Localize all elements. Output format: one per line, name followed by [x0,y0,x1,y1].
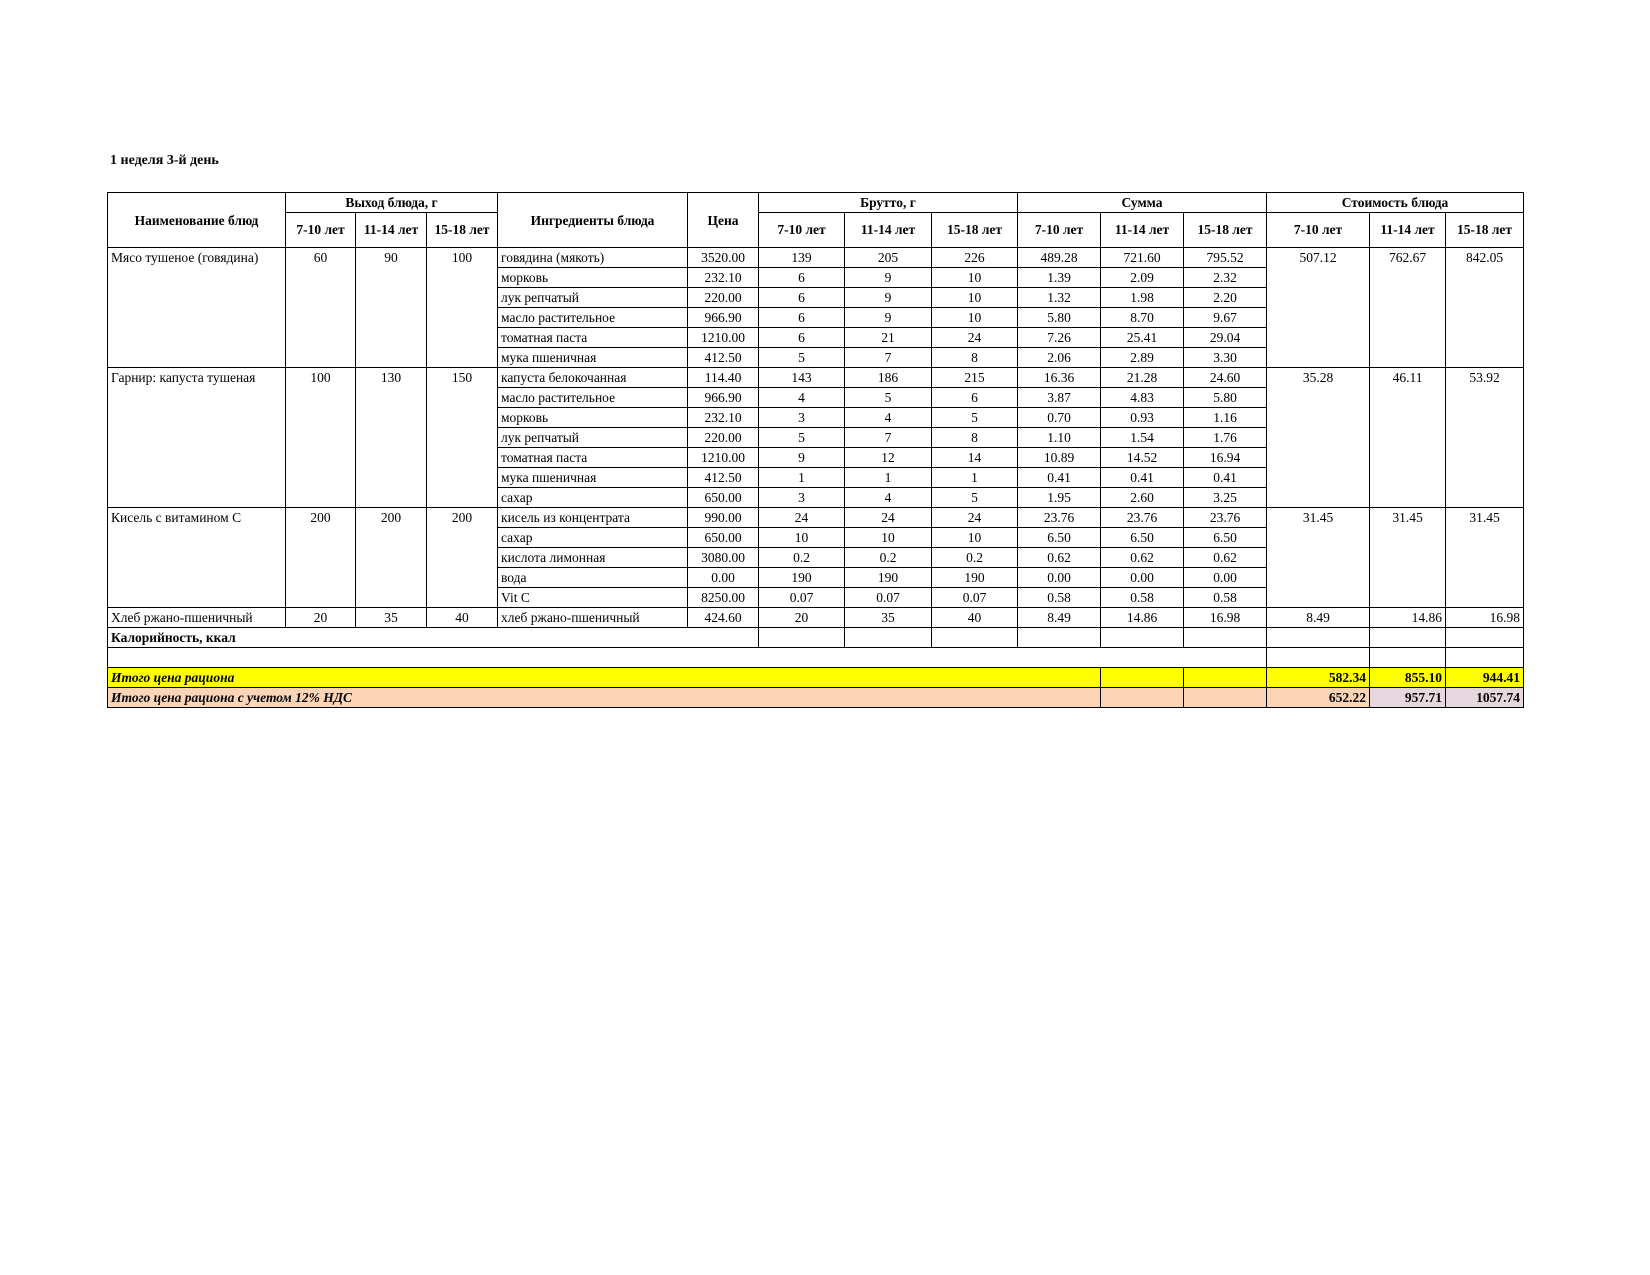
ingredient-gross: 190 [759,568,845,588]
ingredient-name: кисель из концентрата [498,508,688,528]
ingredient-name: сахар [498,488,688,508]
calories-cell [1370,628,1446,648]
calories-cell [1184,628,1267,648]
ingredient-gross: 9 [759,448,845,468]
ingredient-name: капуста белокочанная [498,368,688,388]
dish-yield: 150 [427,368,498,508]
dish-yield: 100 [427,248,498,368]
ingredient-name: масло растительное [498,308,688,328]
ingredient-sum: 9.67 [1184,308,1267,328]
header-price: Цена [688,193,759,248]
dish-yield: 100 [286,368,356,508]
dish-cost: 46.11 [1370,368,1446,508]
ingredient-gross: 9 [845,308,932,328]
ingredient-sum: 16.36 [1018,368,1101,388]
ingredient-price: 1210.00 [688,448,759,468]
ingredient-sum: 1.54 [1101,428,1184,448]
ingredient-name: Vit C [498,588,688,608]
ingredient-price: 220.00 [688,428,759,448]
ingredient-sum: 14.52 [1101,448,1184,468]
ingredient-price: 220.00 [688,288,759,308]
ingredient-sum: 0.62 [1184,548,1267,568]
ingredient-sum: 6.50 [1101,528,1184,548]
total-row [108,668,1524,688]
ingredient-sum: 2.09 [1101,268,1184,288]
ingredient-sum: 0.00 [1018,568,1101,588]
ingredient-price: 114.40 [688,368,759,388]
ingredient-name: лук репчатый [498,288,688,308]
header-gross-age-1: 11-14 лет [845,213,932,248]
dish-cost: 842.05 [1446,248,1524,368]
calories-cell [845,628,932,648]
total-vat-row-value: 652.22 [1267,688,1370,708]
total-row-value: 582.34 [1267,668,1370,688]
ingredient-gross: 0.2 [845,548,932,568]
ingredient-gross: 0.2 [759,548,845,568]
dish-cost: 762.67 [1370,248,1446,368]
ingredient-sum: 2.89 [1101,348,1184,368]
ingredient-gross: 6 [759,328,845,348]
ingredient-sum: 1.10 [1018,428,1101,448]
header-cost: Стоимость блюда [1267,193,1524,213]
ingredient-sum: 8.70 [1101,308,1184,328]
dish-cost: 31.45 [1446,508,1524,608]
ingredient-sum: 16.94 [1184,448,1267,468]
ingredient-gross: 10 [759,528,845,548]
ingredient-sum: 1.98 [1101,288,1184,308]
ingredient-name: мука пшеничная [498,348,688,368]
ingredient-sum: 0.41 [1101,468,1184,488]
menu-table [107,192,1524,708]
dish-name: Мясо тушеное (говядина) [108,248,286,368]
ingredient-gross: 7 [845,428,932,448]
ingredient-gross: 6 [759,288,845,308]
ingredient-gross: 14 [932,448,1018,468]
ingredient-price: 3080.00 [688,548,759,568]
ingredient-gross: 12 [845,448,932,468]
ingredient-gross: 5 [759,428,845,448]
ingredient-gross: 0.07 [932,588,1018,608]
ingredient-gross: 0.07 [759,588,845,608]
ingredient-gross: 5 [759,348,845,368]
ingredient-name: масло растительное [498,388,688,408]
dish-cost: 53.92 [1446,368,1524,508]
ingredient-gross: 190 [845,568,932,588]
ingredient-sum: 1.95 [1018,488,1101,508]
ingredient-sum: 4.83 [1101,388,1184,408]
ingredient-name: кислота лимонная [498,548,688,568]
ingredient-sum: 0.00 [1101,568,1184,588]
header-sum-age-0: 7-10 лет [1018,213,1101,248]
header-cost-age-1: 11-14 лет [1370,213,1446,248]
ingredient-gross: 190 [932,568,1018,588]
ingredient-name: говядина (мякоть) [498,248,688,268]
ingredient-sum: 24.60 [1184,368,1267,388]
ingredient-sum: 14.86 [1101,608,1184,628]
empty-cell [1267,648,1370,668]
dish-yield: 200 [427,508,498,608]
total-row-value: 944.41 [1446,668,1524,688]
ingredient-sum: 489.28 [1018,248,1101,268]
dish-yield: 20 [286,608,356,628]
header-yield-age-1: 11-14 лет [356,213,427,248]
ingredient-sum: 5.80 [1184,388,1267,408]
ingredient-gross: 24 [932,508,1018,528]
dish-cost: 8.49 [1267,608,1370,628]
total-row-value: 855.10 [1370,668,1446,688]
dish-yield: 200 [286,508,356,608]
header-sum: Сумма [1018,193,1267,213]
table-row [108,368,1524,388]
header-ingredients: Ингредиенты блюда [498,193,688,248]
ingredient-gross: 9 [845,268,932,288]
table-row [108,608,1524,628]
total-vat-row-blank [1101,688,1184,708]
empty-cell [1370,648,1446,668]
ingredient-gross: 10 [932,528,1018,548]
ingredient-sum: 0.58 [1018,588,1101,608]
ingredient-gross: 24 [845,508,932,528]
ingredient-sum: 0.93 [1101,408,1184,428]
ingredient-sum: 23.76 [1101,508,1184,528]
ingredient-name: вода [498,568,688,588]
dish-cost: 507.12 [1267,248,1370,368]
ingredient-price: 8250.00 [688,588,759,608]
header-sum-age-1: 11-14 лет [1101,213,1184,248]
dish-yield: 40 [427,608,498,628]
ingredient-gross: 1 [932,468,1018,488]
ingredient-sum: 2.32 [1184,268,1267,288]
calories-cell [759,628,845,648]
ingredient-gross: 35 [845,608,932,628]
ingredient-gross: 0.2 [932,548,1018,568]
ingredient-gross: 8 [932,428,1018,448]
ingredient-gross: 10 [932,268,1018,288]
ingredient-gross: 9 [845,288,932,308]
ingredient-gross: 10 [845,528,932,548]
ingredient-gross: 6 [759,308,845,328]
header-dish-name: Наименование блюд [108,193,286,248]
ingredient-price: 966.90 [688,308,759,328]
header-gross: Брутто, г [759,193,1018,213]
ingredient-sum: 1.32 [1018,288,1101,308]
ingredient-gross: 4 [845,408,932,428]
dish-yield: 35 [356,608,427,628]
ingredient-gross: 143 [759,368,845,388]
header-cost-age-0: 7-10 лет [1267,213,1370,248]
ingredient-sum: 2.60 [1101,488,1184,508]
total-vat-row-blank [1184,688,1267,708]
ingredient-sum: 0.62 [1018,548,1101,568]
header-gross-age-2: 15-18 лет [932,213,1018,248]
total-vat-row-value: 1057.74 [1446,688,1524,708]
ingredient-gross: 0.07 [845,588,932,608]
ingredient-gross: 205 [845,248,932,268]
ingredient-gross: 215 [932,368,1018,388]
header-yield-age-0: 7-10 лет [286,213,356,248]
total-row-blank [1101,668,1184,688]
ingredient-gross: 5 [932,488,1018,508]
calories-cell [1267,628,1370,648]
ingredient-name: мука пшеничная [498,468,688,488]
ingredient-gross: 24 [759,508,845,528]
ingredient-price: 0.00 [688,568,759,588]
table-row [108,248,1524,268]
header-yield-age-2: 15-18 лет [427,213,498,248]
calories-label: Калорийность, ккал [108,628,759,648]
ingredient-sum: 25.41 [1101,328,1184,348]
ingredient-gross: 21 [845,328,932,348]
ingredient-name: морковь [498,268,688,288]
ingredient-price: 232.10 [688,268,759,288]
ingredient-sum: 6.50 [1018,528,1101,548]
ingredient-price: 412.50 [688,348,759,368]
ingredient-sum: 2.06 [1018,348,1101,368]
ingredient-sum: 23.76 [1184,508,1267,528]
ingredient-gross: 3 [759,488,845,508]
empty-cell [108,648,1267,668]
ingredient-name: томатная паста [498,328,688,348]
ingredient-sum: 1.76 [1184,428,1267,448]
ingredient-sum: 29.04 [1184,328,1267,348]
ingredient-sum: 0.58 [1184,588,1267,608]
ingredient-price: 650.00 [688,488,759,508]
calories-cell [932,628,1018,648]
dish-cost: 35.28 [1267,368,1370,508]
ingredient-price: 650.00 [688,528,759,548]
ingredient-gross: 5 [932,408,1018,428]
calories-row [108,628,1524,648]
calories-cell [1446,628,1524,648]
total-vat-row-label: Итого цена рациона с учетом 12% НДС [108,688,1101,708]
ingredient-sum: 8.49 [1018,608,1101,628]
ingredient-gross: 1 [845,468,932,488]
calories-cell [1018,628,1101,648]
dish-yield: 200 [356,508,427,608]
dish-yield: 130 [356,368,427,508]
dish-name: Кисель с витамином С [108,508,286,608]
ingredient-sum: 1.39 [1018,268,1101,288]
ingredient-gross: 8 [932,348,1018,368]
ingredient-gross: 6 [759,268,845,288]
ingredient-gross: 186 [845,368,932,388]
ingredient-price: 412.50 [688,468,759,488]
ingredient-sum: 0.62 [1101,548,1184,568]
dish-name: Гарнир: капуста тушеная [108,368,286,508]
ingredient-sum: 0.41 [1184,468,1267,488]
ingredient-gross: 10 [932,308,1018,328]
header-sum-age-2: 15-18 лет [1184,213,1267,248]
ingredient-gross: 20 [759,608,845,628]
ingredient-price: 3520.00 [688,248,759,268]
ingredient-sum: 21.28 [1101,368,1184,388]
table-row [108,508,1524,528]
ingredient-name: томатная паста [498,448,688,468]
ingredient-name: лук репчатый [498,428,688,448]
ingredient-sum: 3.87 [1018,388,1101,408]
ingredient-price: 1210.00 [688,328,759,348]
ingredient-sum: 795.52 [1184,248,1267,268]
header-gross-age-0: 7-10 лет [759,213,845,248]
total-row-label: Итого цена рациона [108,668,1101,688]
ingredient-gross: 226 [932,248,1018,268]
ingredient-gross: 24 [932,328,1018,348]
ingredient-gross: 5 [845,388,932,408]
dish-cost: 31.45 [1370,508,1446,608]
ingredient-gross: 7 [845,348,932,368]
ingredient-price: 424.60 [688,608,759,628]
ingredient-gross: 10 [932,288,1018,308]
total-vat-row [108,688,1524,708]
ingredient-sum: 3.25 [1184,488,1267,508]
ingredient-sum: 721.60 [1101,248,1184,268]
ingredient-sum: 0.00 [1184,568,1267,588]
empty-cell [1446,648,1524,668]
calories-cell [1101,628,1184,648]
ingredient-name: морковь [498,408,688,428]
dish-yield: 90 [356,248,427,368]
ingredient-sum: 0.70 [1018,408,1101,428]
ingredient-sum: 1.16 [1184,408,1267,428]
header-yield: Выход блюда, г [286,193,498,213]
ingredient-gross: 1 [759,468,845,488]
ingredient-sum: 10.89 [1018,448,1101,468]
ingredient-gross: 4 [759,388,845,408]
ingredient-sum: 16.98 [1184,608,1267,628]
ingredient-price: 990.00 [688,508,759,528]
empty-row [108,648,1524,668]
ingredient-sum: 23.76 [1018,508,1101,528]
total-vat-row-value: 957.71 [1370,688,1446,708]
dish-name: Хлеб ржано-пшеничный [108,608,286,628]
ingredient-gross: 6 [932,388,1018,408]
ingredient-sum: 6.50 [1184,528,1267,548]
dish-cost: 16.98 [1446,608,1524,628]
ingredient-sum: 0.58 [1101,588,1184,608]
ingredient-gross: 4 [845,488,932,508]
ingredient-price: 232.10 [688,408,759,428]
dish-yield: 60 [286,248,356,368]
ingredient-name: хлеб ржано-пшеничный [498,608,688,628]
ingredient-gross: 139 [759,248,845,268]
total-row-blank [1184,668,1267,688]
ingredient-gross: 40 [932,608,1018,628]
page-title: 1 неделя 3-й день [110,153,219,168]
dish-cost: 14.86 [1370,608,1446,628]
ingredient-sum: 0.41 [1018,468,1101,488]
ingredient-name: сахар [498,528,688,548]
header-cost-age-2: 15-18 лет [1446,213,1524,248]
ingredient-sum: 3.30 [1184,348,1267,368]
ingredient-sum: 2.20 [1184,288,1267,308]
ingredient-price: 966.90 [688,388,759,408]
ingredient-gross: 3 [759,408,845,428]
ingredient-sum: 5.80 [1018,308,1101,328]
dish-cost: 31.45 [1267,508,1370,608]
ingredient-sum: 7.26 [1018,328,1101,348]
